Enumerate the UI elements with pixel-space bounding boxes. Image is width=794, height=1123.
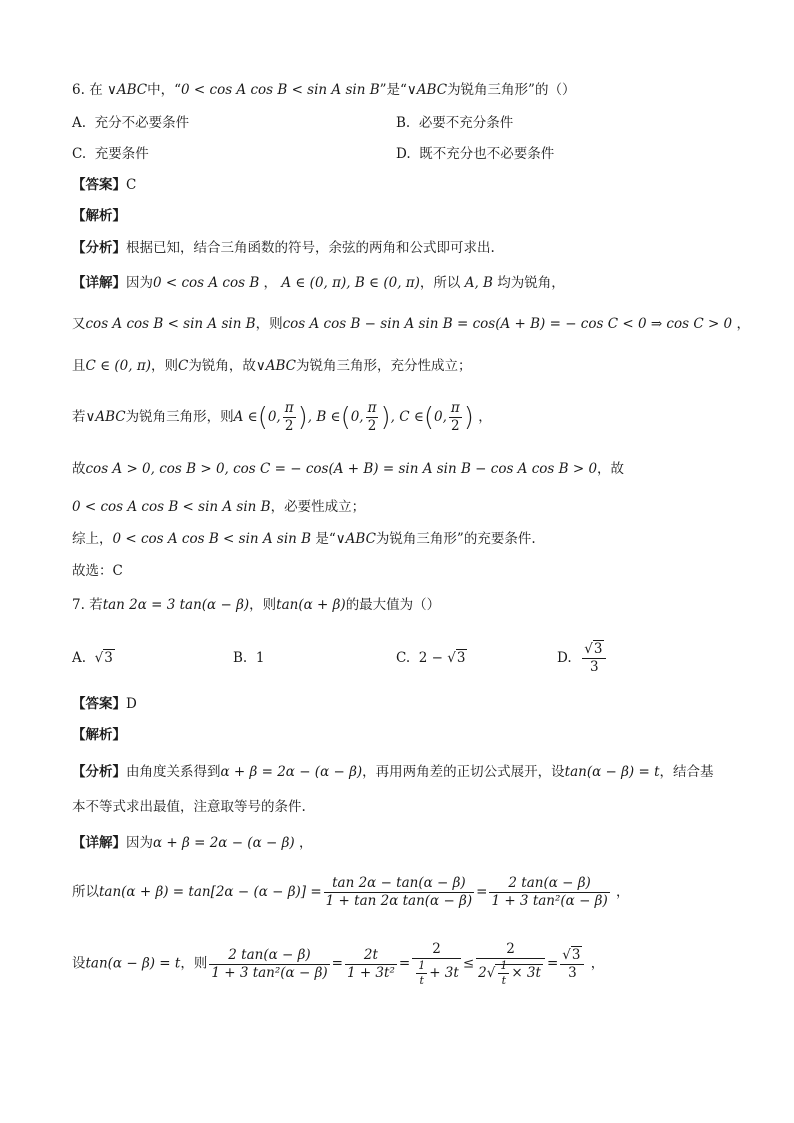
q7-option-d: D. $\frac{√3}{3}$ bbox=[557, 641, 608, 676]
q7-answer: 【答案】D bbox=[72, 696, 137, 712]
q7-detail-line2: 所以tan(α + β) = tan[2α − (α − β)] = $\frac{\tan 2\alpha - \tan(\alpha - \beta)}{\text{1 + tan 2α tan(α − β)}}$ = $\frac{2 \tan(\alpha - \beta)}{\text{1 + 3 tan²(α − β)}}$ ， bbox=[72, 875, 630, 909]
q6-detail-line1: 【详解】因为0 < cos A cos B ， A ∈ (0, π), B ∈ (0, π)，所以 A, B 均为锐角， bbox=[72, 275, 565, 291]
q7-fenxi-line2: 本不等式求出最值，注意取等号的条件. bbox=[72, 799, 306, 815]
q6-detail-line4: 若∨ABC为锐角三角形，则A ∈(0, $\frac{\pi}{2}$ ), B ∈(0, $\frac{\pi}{2}$ ), C ∈(0, $\frac{\pi}{2}$ ) ， bbox=[72, 400, 492, 434]
q6-option-a: A. 充分不必要条件 bbox=[72, 115, 190, 131]
q7-detail-line1: 【详解】因为α + β = 2α − (α − β) ， bbox=[72, 835, 313, 851]
q6-answer: 【答案】C bbox=[72, 177, 137, 193]
q7-option-b: B. 1 bbox=[233, 650, 265, 666]
q6-option-c: C. 充要条件 bbox=[72, 146, 149, 162]
q6-option-d: D. 既不充分也不必要条件 bbox=[396, 146, 555, 162]
q6-detail-line5: 故cos A > 0, cos B > 0, cos C = − cos(A + B) = sin A sin B − cos A cos B > 0，故 bbox=[72, 461, 625, 477]
q7-stem: 7. 若tan 2α = 3 tan(α − β)，则tan(α + β)的最大值为（） bbox=[72, 597, 441, 613]
q6-detail-line3: 且C ∈ (0, π)，则C为锐角，故∨ABC为锐角三角形，充分性成立； bbox=[72, 358, 472, 374]
q6-option-b: B. 必要不充分条件 bbox=[396, 115, 514, 131]
q6-detail-line7: 综上，0 < cos A cos B < sin A sin B 是“∨ABC为锐角三角形”的充要条件. bbox=[72, 531, 536, 547]
q6-stem: 6. 在 ∨ABC中，“0 < cos A cos B < sin A sin B”是“∨ABC为锐角三角形”的（） bbox=[72, 82, 576, 98]
q7-option-a: A. √3 bbox=[72, 650, 113, 666]
q6-detail-line2: 又cos A cos B < sin A sin B，则cos A cos B − sin A sin B = cos(A + B) = − cos C < 0 ⇒ cos C > 0 ， bbox=[72, 316, 750, 332]
q6-analysis-heading: 【解析】 bbox=[72, 208, 126, 224]
q7-detail-line3: 设tan(α − β) = t，则 $\frac{2 \tan(\alpha - \beta)}{\text{1 + 3 tan²(α − β)}}$ = $\frac{2t}{\text{1 + 3t²}}$ = 2 $\frac{1}{t}$ + 3t ≤ 2 2√ $\frac{1}{t}$ × 3t = $\frac{√3}{3}$ ， bbox=[72, 941, 605, 987]
q7-analysis-heading: 【解析】 bbox=[72, 727, 126, 743]
q6-fenxi: 【分析】根据已知，结合三角函数的符号，余弦的两角和公式即可求出. bbox=[72, 240, 495, 256]
q7-option-c: C. 2 − √3 bbox=[396, 650, 466, 666]
q6-detail-line6: 0 < cos A cos B < sin A sin B，必要性成立； bbox=[72, 499, 366, 515]
q6-detail-line8: 故选：C bbox=[72, 563, 123, 579]
q7-fenxi-line1: 【分析】由角度关系得到α + β = 2α − (α − β)，再用两角差的正切公式展开，设tan(α − β) = t，结合基 bbox=[72, 764, 714, 780]
